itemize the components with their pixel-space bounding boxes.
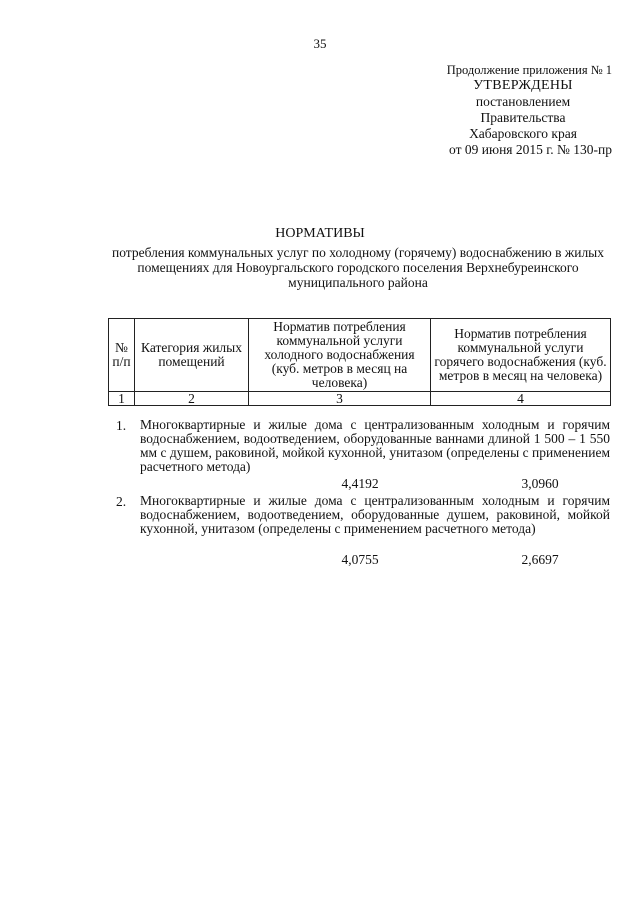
- document-subtitle: потребления коммунальных услуг по холодному (горячему) водоснабжению в жилых помещениях для Новоургальского городского поселения Верхнебуреинского муниципального района: [112, 245, 604, 290]
- approved-by-line-2: Правительства: [480, 110, 566, 125]
- cold-water-value: 4,4192: [341, 476, 379, 491]
- row-number: 1.: [116, 418, 127, 433]
- column-number: 2: [135, 392, 249, 406]
- header-category: Категория жилых помещений: [135, 319, 249, 392]
- row-number: 2.: [116, 494, 127, 509]
- column-number-row: [109, 392, 611, 406]
- column-number: 1: [109, 392, 135, 406]
- hot-water-value: 2,6697: [521, 552, 559, 567]
- header-number: № п/п: [109, 319, 135, 392]
- norms-table: [108, 318, 611, 406]
- header-hot-water: Норматив потребления коммунальной услуги горячего водоснабжения (куб. метров в месяц на человека): [431, 319, 611, 392]
- approved-by-line-3: Хабаровского края: [469, 126, 577, 141]
- row-category: Многоквартирные и жилые дома с централизованным холодным и горячим водоснабжением, водоотведением, оборудованные душем, раковиной, мойкой кухонной, унитазом (определены с применением расчетного метода): [140, 493, 610, 536]
- hot-water-value: 3,0960: [521, 476, 559, 491]
- column-number: 3: [249, 392, 431, 406]
- cold-water-value: 4,0755: [341, 552, 379, 567]
- continuation-note: Продолжение приложения № 1: [446, 63, 612, 77]
- table-header-row: [109, 319, 611, 392]
- document-title: НОРМАТИВЫ: [275, 226, 365, 241]
- approved-heading: УТВЕРЖДЕНЫ: [473, 78, 573, 93]
- approval-date: от 09 июня 2015 г. № 130-пр: [449, 142, 612, 157]
- approval-block: [400, 62, 612, 158]
- header-cold-water: Норматив потребления коммунальной услуги холодного водоснабжения (куб. метров в месяц на человека): [249, 319, 431, 392]
- row-category: Многоквартирные и жилые дома с централизованным холодным и горячим водоснабжением, водоотведением, оборудованные ваннами длиной 1 500 – 1 550 мм с душем, раковиной, мойкой кухонной, унитазом (определены с применением расчетного метода): [140, 417, 610, 474]
- column-number: 4: [431, 392, 611, 406]
- approved-by-line-1: постановлением: [475, 94, 571, 109]
- page-number: 35: [313, 36, 327, 51]
